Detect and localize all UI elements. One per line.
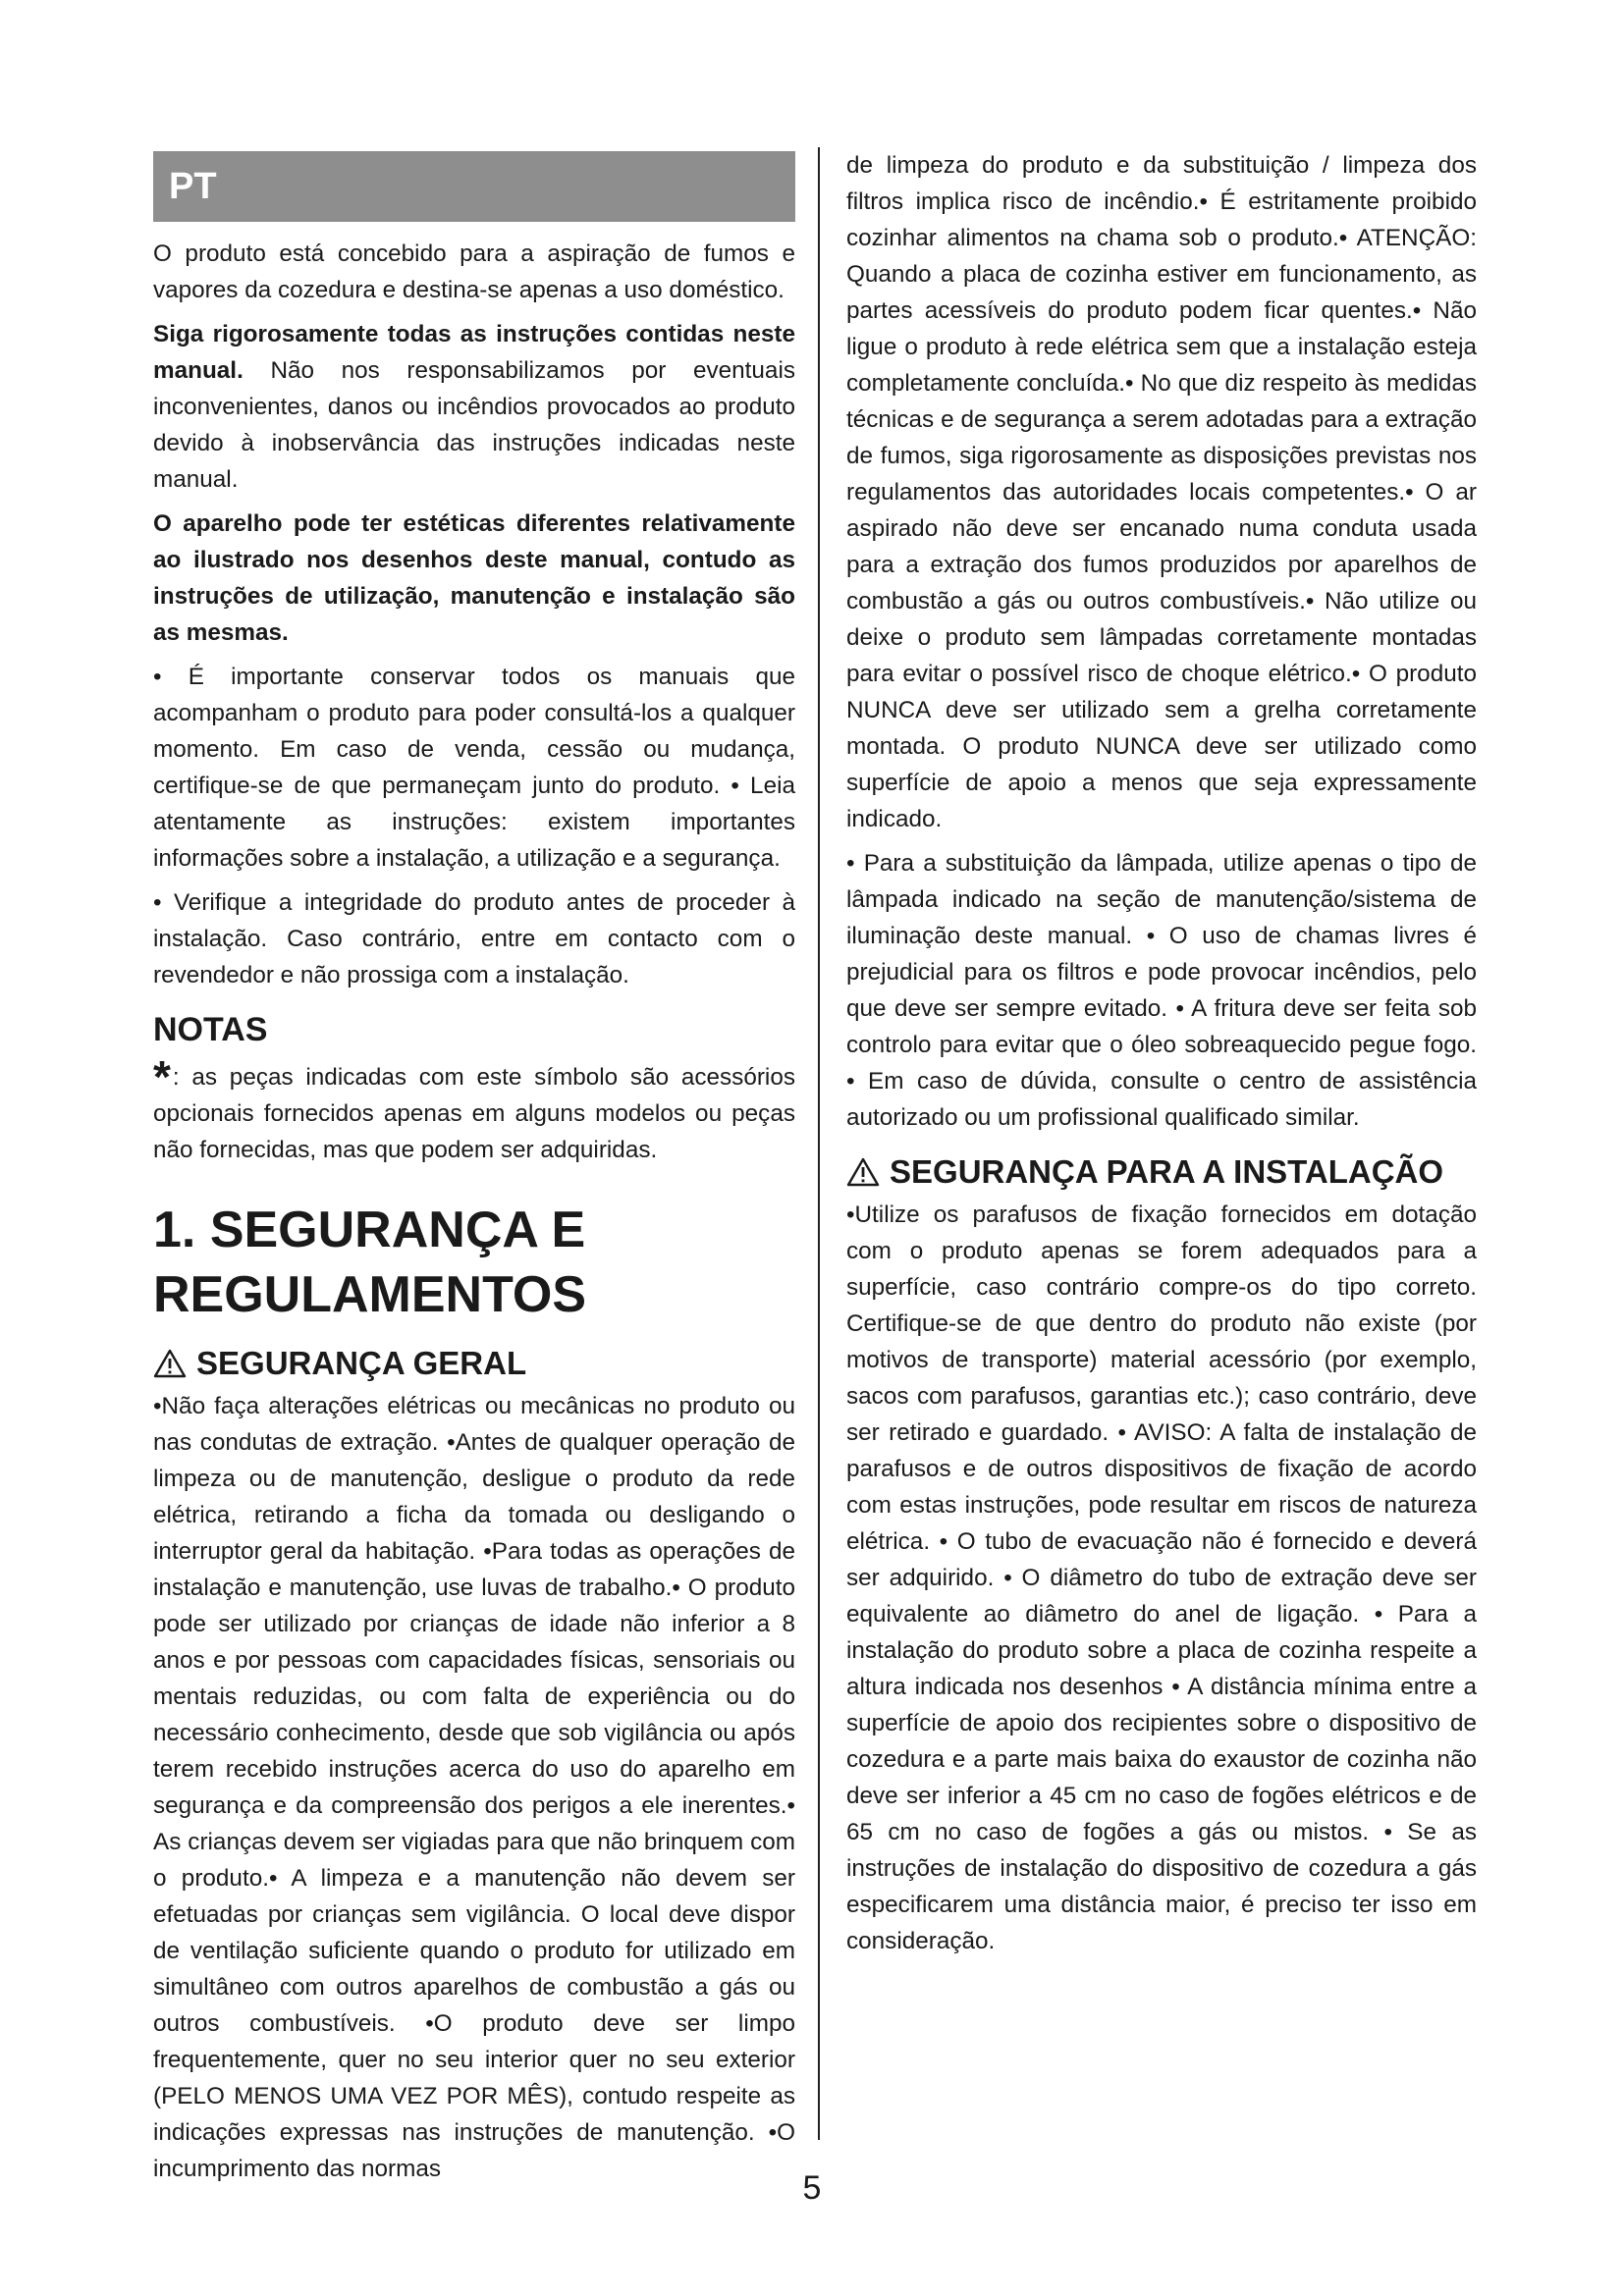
installation-safety-title: SEGURANÇA PARA A INSTALAÇÃO <box>890 1153 1444 1190</box>
aesthetics-paragraph: O aparelho pode ter estéticas diferentes relativamente ao ilustrado nos desenhos deste manual, contudo as instruções de utilização, manutenção e instalação são as mesmas. <box>153 510 795 646</box>
left-column <box>153 147 795 2195</box>
right-column <box>846 147 1477 1967</box>
lamp-paragraph: • Para a substituição da lâmpada, utilize apenas o tipo de lâmpada indicado na seção de manutenção/sistema de iluminação deste manual. • O uso de chamas livres é prejudicial para os filtros e pode provocar incêndios, pelo que deve ser sempre evitado. • A fritura deve ser feita sob controlo para evitar que o óleo sobreaquecido pegue fogo. • Em caso de dúvida, consulte o centro de assistência autorizado ou um profissional qualificado similar. <box>846 850 1477 1131</box>
notes-text: : as peças indicadas com este símbolo são acessórios opcionais fornecidos apenas em alguns modelos ou peças não fornecidas, mas que podem ser adquiridas. <box>153 1064 795 1163</box>
section-title: 1. SEGURANÇA E REGULAMENTOS <box>153 1201 587 1323</box>
intro-instructions-paragraph <box>153 316 795 498</box>
intro-text: Não nos responsabilizamos por eventuais inconvenientes, danos ou incêndios provocados ao produto devido à inobservância das instruções indicadas neste manual. <box>153 357 795 493</box>
installation-safety-heading <box>846 1153 1477 1191</box>
notes-heading: NOTAS <box>153 1011 268 1048</box>
installation-safety-text: •Utilize os parafusos de fixação fornecidos em dotação com o produto apenas se forem adequados para a superfície, caso contrário compre-os do tipo correto. Certifique-se de que dentro do produto não existe (por motivos de transporte) material acessório (por exemplo, sacos com parafusos, garantias etc.); caso contrário, deve ser retirado e guardado. • AVISO: A falta de instalação de parafusos e de outros dispositivos de fixação de acordo com estas instruções, pode resultar em riscos de natureza elétrica. • O tubo de evacuação não é fornecido e deverá ser adquirido. • O diâmetro do tubo de extração deve ser equivalente ao diâmetro do anel de ligação. • Para a instalação do produto sobre a placa de cozinha respeite a altura indicada nos desenhos • A distância mínima entre a superfície de apoio dos recipientes sobre o dispositivo de cozedura e a parte mais baixa do exaustor de cozinha não deve ser inferior a 45 cm no caso de fogões elétricos e de 65 cm no caso de fogões a gás ou mistos. • Se as instruções de instalação do dispositivo de cozedura a gás especificarem uma distância maior, é preciso ter isso em consideração. <box>846 1201 1477 1954</box>
warning-triangle-icon <box>846 1157 880 1187</box>
general-safety-text: •Não faça alterações elétricas ou mecânicas no produto ou nas condutas de extração. •Antes de qualquer operação de limpeza ou de manutenção, desligue o produto da rede elétrica, retirando a ficha da tomada ou desligando o interruptor geral da habitação. •Para todas as operações de instalação e manutenção, use luvas de trabalho.• O produto pode ser utilizado por crianças de idade não inferior a 8 anos e por pessoas com capacidades físicas, sensoriais ou mentais reduzidas, ou com falta de experiência ou do necessário conhecimento, desde que sob vigilância ou após terem recebido instruções acerca do uso do aparelho em segurança e da compreensão dos perigos a ele inerentes.• As crianças devem ser vigiadas para que não brinquem com o produto.• A limpeza e a manutenção não devem ser efetuadas por crianças sem vigilância. O local deve dispor de ventilação suficiente quando o produto for utilizado em simultâneo com outros aparelhos de combustão a gás ou outros combustíveis. •O produto deve ser limpo frequentemente, quer no seu interior quer no seu exterior (PELO MENOS UMA VEZ POR MÊS), contudo respeite as indicações expressas nas instruções de manutenção. •O incumprimento das normas <box>153 1393 795 2182</box>
general-safety-title: SEGURANÇA GERAL <box>196 1345 527 1381</box>
language-banner: PT <box>153 151 795 222</box>
manuals-paragraph: • É importante conservar todos os manuais que acompanham o produto para poder consultá-los a qualquer momento. Em caso de venda, cessão ou mudança, certifique-se de que permaneçam junto do produto. • Leia atentamente as instruções: existem importantes informações sobre a instalação, a utilização e a segurança. <box>153 664 795 872</box>
column-divider <box>818 147 820 2140</box>
integrity-paragraph: • Verifique a integridade do produto antes de proceder à instalação. Caso contrário, entre em contacto com o revendedor e não prossiga com a instalação. <box>153 889 795 988</box>
general-safety-continued: de limpeza do produto e da substituição / limpeza dos filtros implica risco de incêndio.• É estritamente proibido cozinhar alimentos na chama sob o produto.• ATENÇÃO: Quando a placa de cozinha estiver em funcionamento, as partes acessíveis do produto podem ficar quentes.• Não ligue o produto à rede elétrica sem que a instalação esteja completamente concluída.• No que diz respeito às medidas técnicas e de segurança a serem adotadas para a extração de fumos, siga rigorosamente as disposições previstas nos regulamentos das autoridades locais competentes.• O ar aspirado não deve ser encanado numa conduta usada para a extração dos fumos produzidos por aparelhos de combustão a gás ou outros combustíveis.• Não utilize ou deixe o produto sem lâmpadas corretamente montadas para evitar o possível risco de choque elétrico.• O produto NUNCA deve ser utilizado sem a grelha corretamente montada. O produto NUNCA deve ser utilizado como superfície de apoio a menos que seja expressamente indicado. <box>846 152 1477 832</box>
intro-paragraph: O produto está concebido para a aspiração de fumos e vapores da cozedura e destina-se apenas a uso doméstico. <box>153 240 795 303</box>
notes-paragraph <box>153 1051 795 1168</box>
page-number: 5 <box>802 2169 822 2207</box>
general-safety-heading <box>153 1345 795 1382</box>
warning-triangle-icon <box>153 1349 187 1378</box>
intro-bold-text: Siga rigorosamente todas as instruções contidas neste manual. <box>153 321 795 384</box>
asterisk-icon: * <box>153 1051 171 1102</box>
